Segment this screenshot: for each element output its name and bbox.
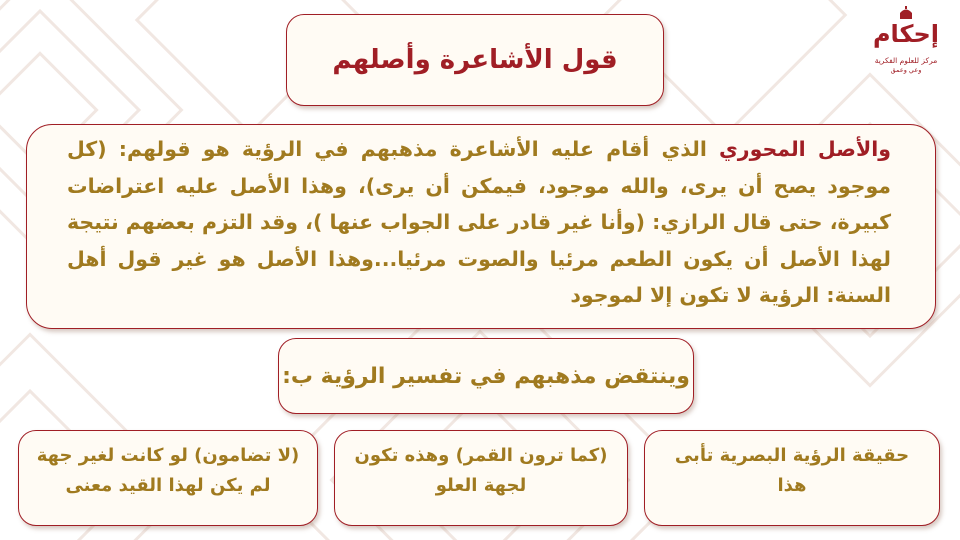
title-box	[286, 14, 664, 106]
slide-title: قول الأشاعرة وأصلهم	[332, 45, 618, 75]
logo-subtitle: مركز للعلوم الفكرية	[874, 56, 938, 65]
logo-name: إحكام	[872, 20, 940, 48]
main-paragraph-body: الذي أقام عليه الأشاعرة مذهبهم في الرؤية هو قولهم: (كل موجود يصح أن يرى، والله موجود، فيمكن أن يرى)، وهذا الأصل عليه اعتراضات كبيرة، حتى قال الرازي: (وأنا غير قادر على الجواب عنها )، وقد التزم بعضهم نتيجة لهذا الأصل أن يكون الطعم مرئيا والصوت مرئيا...وهذا الأصل هو غير قول أهل السنة: الرؤية لا تكون إلا لموجود	[67, 137, 891, 307]
main-paragraph	[67, 131, 891, 314]
point-text-1: حقيقة الرؤية البصرية تأبى هذا	[674, 445, 910, 496]
point-text-3: (لا تضامون) لو كانت لغير جهة لم يكن لهذا القيد معنى	[36, 445, 300, 496]
main-paragraph-box	[26, 124, 936, 329]
main-paragraph-lead: والأصل المحوري	[719, 137, 892, 161]
logo	[870, 6, 942, 78]
point-card-2	[334, 430, 628, 526]
lantern-icon	[870, 6, 942, 20]
subheading: وينتقض مذهبهم في تفسير الرؤية ب:	[282, 363, 690, 389]
point-card-1	[644, 430, 940, 526]
point-text-2: (كما ترون القمر) وهذه تكون لجهة العلو	[354, 445, 608, 496]
logo-tagline: وعي وعمق	[890, 66, 922, 74]
point-card-3	[18, 430, 318, 526]
subheading-box	[278, 338, 694, 414]
